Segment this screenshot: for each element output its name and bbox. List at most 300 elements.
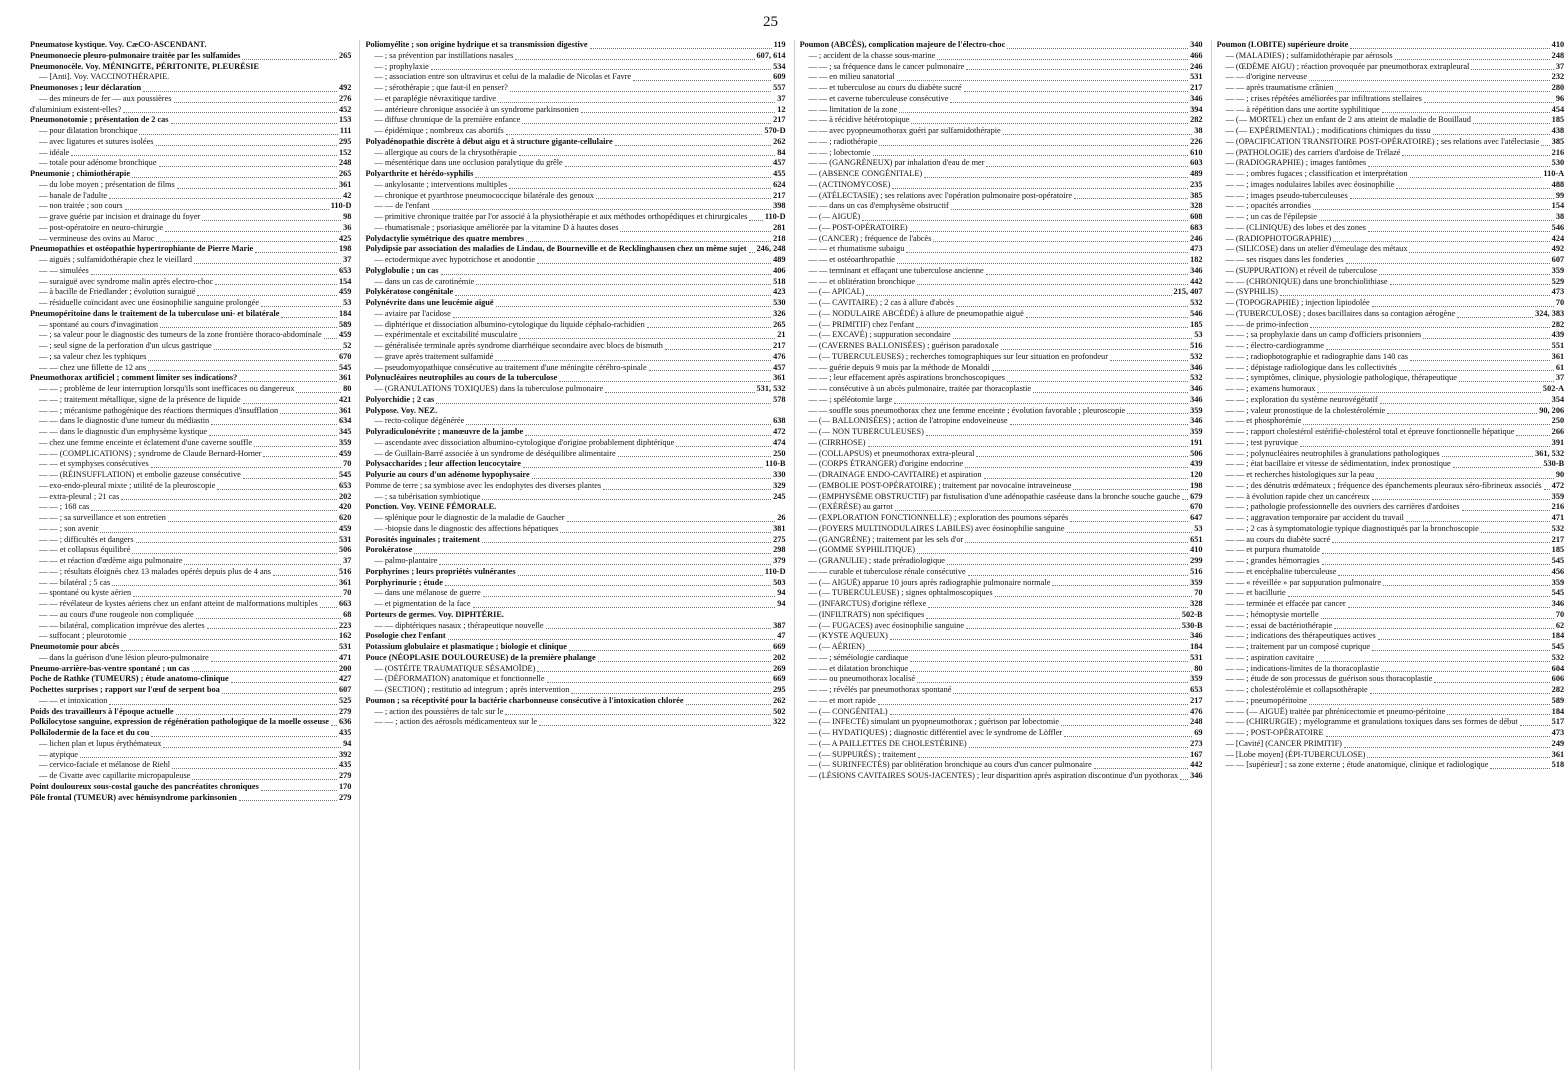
entry-page-ref: 609	[773, 72, 786, 82]
dot-leader	[1544, 489, 1550, 490]
index-entry	[30, 427, 351, 438]
entry-text: — — ; exploration du système neurovégétatif	[1225, 394, 1378, 404]
entry-text: — aiguës ; sulfamidothérapie chez le vieillard	[39, 255, 192, 264]
dot-leader	[966, 69, 1188, 70]
index-entry	[30, 330, 351, 341]
dot-leader	[211, 661, 337, 662]
entry-page-ref: 474	[773, 437, 786, 447]
entry-page-ref: 53	[1194, 523, 1203, 533]
index-entry	[30, 459, 351, 470]
dot-leader	[917, 553, 1188, 554]
index-entry	[800, 234, 1203, 245]
index-entry	[1217, 234, 1565, 245]
entry-text: — (FOYERS MULTINODULAIRES LABILES) avec éosinophilie sanguine	[808, 523, 1065, 533]
entry-page-ref: 379	[773, 556, 786, 565]
dot-leader	[873, 155, 1189, 156]
entry-text: — lichen plan et lupus érythémateux	[39, 738, 162, 748]
dot-leader	[539, 725, 771, 726]
entry-text: — — (CHRONIQUE) dans une bronchiolithiase	[1225, 276, 1388, 286]
index-entry	[1217, 363, 1565, 374]
entry-page-ref: 534	[773, 61, 786, 71]
index-entry	[1217, 94, 1565, 105]
dot-leader	[547, 682, 772, 683]
entry-page-ref: 638	[773, 416, 786, 426]
index-entry	[1217, 728, 1565, 739]
index-entry	[1217, 556, 1565, 567]
dot-leader	[519, 338, 775, 339]
dot-leader	[596, 198, 771, 199]
index-entry	[800, 406, 1203, 417]
dot-leader	[523, 467, 763, 468]
entry-text: — antérieure chronique associée à un syndrome parkinsonien	[374, 104, 579, 114]
index-entry	[1217, 212, 1565, 223]
entry-page-ref: 273	[1190, 738, 1203, 748]
entry-text: — (— INFECTÉ) simulant un pyopneumothorax ; guérison par lobectomie	[808, 717, 1060, 727]
dot-leader	[100, 532, 337, 533]
index-entry	[365, 234, 785, 245]
dot-leader	[890, 714, 1188, 715]
entry-page-ref: 670	[1190, 502, 1203, 512]
dot-leader	[897, 263, 1188, 264]
dot-leader	[868, 446, 1189, 447]
dot-leader	[526, 241, 771, 242]
entry-page-ref: 502	[773, 706, 786, 716]
entry-text: — — ; hémoptysie mortelle	[1225, 609, 1319, 619]
index-entry	[800, 320, 1203, 331]
entry-text: — — simulées	[39, 265, 89, 275]
entry-text: — (ABSENCE CONGÉNITALE)	[808, 169, 923, 178]
dot-leader	[1001, 349, 1189, 350]
dot-leader	[121, 650, 337, 651]
index-entry	[1217, 72, 1565, 83]
entry-text: — (— MORTEL) chez un enfant de 2 ans atteint de maladie de Bouillaud	[1225, 115, 1471, 125]
dot-leader	[1453, 467, 1542, 468]
dot-leader	[509, 188, 771, 189]
index-entry	[30, 83, 351, 94]
dot-leader	[1333, 241, 1549, 242]
dot-leader	[1319, 220, 1554, 221]
entry-text: — [Lobe moyen] (ÉPI-TUBERCULOSE)	[1225, 749, 1366, 759]
dot-leader	[215, 284, 337, 285]
entry-text: — (EXPLORATION FONCTIONNELLE) ; exploration des poumons séparés	[808, 513, 1069, 522]
index-entry	[1217, 492, 1565, 503]
dot-leader	[207, 628, 337, 629]
index-entry	[30, 793, 351, 804]
index-entry	[1217, 481, 1565, 492]
entry-page-ref: 529	[1551, 276, 1565, 286]
entry-text: — — curable et tuberculose rénale consécutive	[808, 566, 966, 576]
index-entry	[30, 567, 351, 578]
entry-text: — — de l'enfant	[374, 201, 430, 211]
entry-text: Pneumonie ; chimiothérapie	[30, 169, 131, 178]
dot-leader	[1338, 575, 1550, 576]
index-entry	[1217, 83, 1565, 94]
dot-leader	[165, 231, 341, 232]
index-entry	[365, 287, 785, 298]
entry-page-ref: 170	[339, 781, 352, 791]
entry-page-ref: 346	[1190, 631, 1203, 641]
dot-leader	[1462, 510, 1550, 511]
index-entry	[30, 223, 351, 234]
index-entry	[365, 696, 785, 707]
entry-text: — — (COMPLICATIONS) ; syndrome de Claude Bernard-Horner	[39, 448, 262, 458]
dot-leader	[928, 607, 1188, 608]
index-entry	[365, 169, 785, 180]
entry-text: — — terminant et effaçant une tuberculose ancienne	[808, 265, 984, 275]
dot-leader	[926, 435, 1188, 436]
entry-page-ref: 202	[773, 652, 786, 662]
entry-text: — — ; révélés par pneumothorax spontané	[808, 685, 952, 694]
index-entry	[1217, 180, 1565, 191]
entry-text: Porosités inguinales ; traitement	[365, 534, 480, 544]
dot-leader	[590, 48, 772, 49]
entry-text: — splénique pour le diagnostic de la maladie de Gaucher	[374, 513, 565, 522]
dot-leader	[951, 209, 1188, 210]
entry-page-ref: 459	[339, 448, 352, 458]
index-entry	[800, 62, 1203, 73]
entry-page-ref: 531	[1190, 72, 1203, 82]
dot-leader	[995, 596, 1193, 597]
index-entry	[365, 201, 785, 212]
dot-leader	[633, 80, 771, 81]
index-entry	[30, 406, 351, 417]
entry-text: — ; sa tubérisation symbiotique	[374, 491, 481, 501]
entry-page-ref: 282	[1551, 319, 1565, 329]
index-entry	[365, 459, 785, 470]
entry-page-ref: 546	[1190, 308, 1203, 318]
entry-page-ref: 488	[1551, 179, 1565, 189]
entry-page-ref: 545	[339, 362, 352, 372]
entry-page-ref: 248	[1551, 50, 1565, 60]
entry-page-ref: 70	[1555, 298, 1565, 307]
entry-text: — (RADIOPHOTOGRAPHIE)	[1225, 233, 1332, 243]
entry-page-ref: 530	[773, 298, 786, 307]
index-entry	[365, 341, 785, 352]
entry-page-ref: 184	[339, 308, 352, 318]
dot-leader	[953, 693, 1188, 694]
dot-leader	[1395, 59, 1550, 60]
index-entry	[1217, 115, 1565, 126]
dot-leader	[1061, 725, 1188, 726]
entry-text: — (LÉSIONS CAVITAIRES SOUS-JACENTES) ; leur disparition après aspiration discontinue d'un pyothorax	[808, 771, 1179, 780]
entry-text: Poche de Rathke (TUMEURS) ; étude anatomo-clinique	[30, 674, 229, 684]
index-entry	[1217, 298, 1565, 309]
entry-text: — (ŒDÈME AIGU) ; réaction provoquée par pneumothorax extrapleural	[1225, 61, 1470, 71]
entry-page-ref: 200	[339, 663, 352, 673]
entry-page-ref: 246	[1190, 233, 1203, 243]
dot-leader	[749, 220, 762, 221]
entry-text: — — ; dépistage radiologique dans les collectivités	[1225, 362, 1397, 372]
index-entry	[800, 653, 1203, 664]
entry-text: Polysaccharides ; leur affection leucocytaire	[365, 459, 521, 469]
index-entry	[30, 40, 351, 51]
dot-leader	[151, 736, 337, 737]
entry-text: — — ; résultats éloignés chez 13 malades opérés depuis plus de 4 ans	[39, 566, 272, 576]
entry-page-ref: 111	[339, 126, 352, 135]
index-entry	[800, 72, 1203, 83]
entry-page-ref: 578	[773, 394, 786, 404]
index-entry	[800, 470, 1203, 481]
entry-page-ref: 607	[1551, 255, 1565, 264]
entry-page-ref: 36	[343, 222, 352, 232]
index-entry	[1217, 309, 1565, 320]
entry-page-ref: 410	[1551, 40, 1565, 49]
dot-leader	[1406, 521, 1550, 522]
entry-text: — généralisée terminale après syndrome diarrhéique secondaire avec blocs de bismuth	[374, 341, 663, 350]
entry-text: — — ; mécanisme pathogénique des réactions thermiques d'insufflation	[39, 405, 279, 415]
entry-text: — — ; sa fréquence dans le cancer pulmonaire	[808, 61, 965, 71]
index-entry	[800, 567, 1203, 578]
index-entry	[1217, 266, 1565, 277]
index-entry	[30, 320, 351, 331]
entry-text: — (TUBERCULOSE) ; doses bacillaires dans sa contagion aérogène	[1225, 308, 1456, 318]
index-entry	[30, 94, 351, 105]
dot-leader	[214, 349, 341, 350]
index-entry	[365, 244, 785, 255]
dot-leader	[1481, 532, 1550, 533]
entry-text: Posologie chez l'enfant	[365, 631, 446, 641]
entry-page-ref: 361	[339, 179, 352, 189]
entry-text: — (RADIOGRAPHIE) ; images fantômes	[1225, 158, 1367, 168]
entry-page-ref: 589	[1551, 695, 1565, 705]
entry-text: Polyradiculonévrite ; manœuvre de la jambe	[365, 427, 524, 436]
entry-text: — — ; crises répétées améliorées par infiltrations stellaires	[1225, 93, 1422, 103]
dot-leader	[109, 198, 341, 199]
index-entry	[365, 223, 785, 234]
index-entry	[365, 51, 785, 62]
entry-text: Porteurs de germes. Voy. DIPHTÉRIE.	[365, 609, 504, 619]
entry-page-ref: 329	[773, 480, 786, 490]
dot-leader	[445, 585, 771, 586]
entry-text: — ascendante avec dissociation albumino-cytologique d'origine probablement diphtérique	[374, 437, 675, 447]
entry-page-ref: 546	[1551, 222, 1565, 232]
entry-page-ref: 506	[339, 545, 352, 555]
entry-page-ref: 663	[339, 599, 352, 608]
dot-leader	[1052, 585, 1188, 586]
entry-text: — (— APICAL)	[808, 287, 865, 297]
dot-leader	[567, 521, 776, 522]
index-entry	[30, 180, 351, 191]
index-entry	[30, 169, 351, 180]
entry-text: — — ; séméiologie cardiaque	[808, 652, 909, 662]
dot-leader	[515, 59, 754, 60]
entry-text: — de Civatte avec capillarite micropapuleuse	[39, 771, 191, 780]
dot-leader	[80, 757, 337, 758]
entry-text: — (— NON TUBERCULEUSES)	[808, 427, 924, 436]
index-entry	[1217, 330, 1565, 341]
index-entry	[30, 438, 351, 449]
entry-page-ref: 423	[773, 287, 786, 297]
dot-leader	[917, 682, 1188, 683]
index-entry	[1217, 760, 1565, 771]
entry-page-ref: 516	[339, 566, 352, 576]
entry-text: Polynucléaires neutrophiles au cours de la tuberculose	[365, 373, 558, 383]
entry-text: — — ; rapport cholestérol estérifié-cholestérol total et épreuve fonctionnelle hépatique	[1225, 427, 1515, 436]
index-entry	[1217, 535, 1565, 546]
dot-leader	[649, 370, 771, 371]
dot-leader	[926, 618, 1180, 619]
index-entry	[800, 298, 1203, 309]
entry-text: — — ; essai de bactériothérapie	[1225, 620, 1333, 630]
index-entry	[365, 502, 785, 513]
dot-leader	[894, 403, 1188, 404]
index-entry	[30, 513, 351, 524]
entry-page-ref: 246	[1190, 61, 1203, 71]
dot-leader	[239, 381, 337, 382]
entry-text: — — ; indications-limites de la thoracoplastie	[1225, 663, 1380, 673]
entry-page-ref: 545	[1551, 642, 1565, 651]
dot-leader	[151, 467, 341, 468]
entry-text: — — et phosphorémie	[1225, 416, 1302, 426]
entry-page-ref: 248	[1190, 717, 1203, 727]
dot-leader	[565, 166, 771, 167]
index-entry	[30, 599, 351, 610]
dot-leader	[139, 134, 338, 135]
dot-leader	[176, 714, 337, 715]
entry-page-ref: 120	[1190, 470, 1203, 479]
dot-leader	[261, 790, 337, 791]
dot-leader	[1310, 327, 1549, 328]
entry-text: — (SILICOSE) dans un atelier d'émeulage des métaux	[1225, 244, 1408, 254]
index-entry	[30, 524, 351, 535]
entry-page-ref: 456	[1551, 566, 1565, 576]
dot-leader	[324, 338, 337, 339]
entry-text: Polyurie au cours d'un adénome hypophysaire	[365, 470, 530, 479]
entry-page-ref: 359	[1190, 427, 1203, 436]
entry-page-ref: 531	[339, 642, 352, 651]
index-entry	[800, 191, 1203, 202]
dot-leader	[1064, 736, 1192, 737]
entry-page-ref: 346	[1190, 362, 1203, 372]
index-entry	[365, 320, 785, 331]
index-entry	[365, 492, 785, 503]
entry-page-ref: 381	[773, 523, 786, 533]
dot-leader	[519, 155, 776, 156]
entry-text: — diffuse chronique de la première enfance	[374, 115, 521, 125]
entry-text: — (— FUGACES) avec éosinophilie sanguine	[808, 620, 965, 630]
entry-page-ref: 608	[1190, 212, 1203, 221]
entry-page-ref: 167	[1190, 749, 1203, 759]
entry-text: — (— CAVITAIRE) ; 2 cas à allure d'abcès	[808, 298, 954, 307]
entry-text: — cervico-faciale et mélanose de Riehl	[39, 760, 171, 770]
entry-text: — [Cavité] (CANCER PRIMITIF)	[1225, 738, 1342, 748]
entry-page-ref: 531	[339, 534, 352, 544]
entry-text: — — et encéphalite tuberculeuse	[1225, 566, 1337, 576]
entry-page-ref: 634	[339, 416, 352, 426]
entry-page-ref: 492	[1551, 244, 1565, 254]
entry-page-ref: 295	[773, 685, 786, 694]
index-entry	[800, 578, 1203, 589]
dot-leader	[1094, 768, 1188, 769]
entry-page-ref: 472	[1551, 480, 1565, 490]
dot-leader	[1381, 671, 1550, 672]
index-entry	[1217, 244, 1565, 255]
entry-page-ref: 545	[1551, 588, 1565, 598]
entry-text: — ankylosante ; interventions multiples	[374, 179, 508, 189]
dot-leader	[910, 661, 1188, 662]
entry-page-ref: 154	[339, 276, 352, 286]
entry-text: Polkilocytose sanguine, expression de régénération pathologique de la moelle osseuse	[30, 717, 329, 727]
entry-page-ref: 653	[339, 265, 352, 275]
entry-page-ref: 503	[773, 577, 786, 587]
dot-leader	[924, 177, 1188, 178]
dot-leader	[132, 553, 337, 554]
entry-text: — — ou pneumothorax localisé	[808, 674, 916, 684]
dot-leader	[522, 123, 771, 124]
entry-page-ref: 545	[339, 470, 352, 479]
index-entry	[1217, 707, 1565, 718]
entry-page-ref: 21	[777, 330, 786, 340]
index-entry	[1217, 449, 1565, 460]
entry-page-ref: 473	[1551, 287, 1565, 297]
dot-leader	[1303, 424, 1549, 425]
index-entry	[365, 255, 785, 266]
entry-text: — épidémique ; nombreux cas abortifs	[374, 126, 504, 135]
dot-leader	[918, 757, 1188, 758]
index-entry	[365, 707, 785, 718]
index-entry	[800, 545, 1203, 556]
index-entry	[800, 492, 1203, 503]
entry-text: — — ; traitement métallique, signe de la présence de liquide	[39, 394, 241, 404]
dot-leader	[1033, 392, 1188, 393]
entry-page-ref: 345	[339, 427, 352, 436]
dot-leader	[243, 403, 337, 404]
dot-leader	[897, 80, 1188, 81]
entry-text: — — ; traitement par un composé cuprique	[1225, 642, 1371, 651]
entry-text: d'aluminium existent-elles?	[30, 104, 122, 114]
entry-text: — — ; sa prophylaxie dans un camp d'officiers prisonniers	[1225, 330, 1422, 340]
dot-leader	[1490, 768, 1549, 769]
entry-page-ref: 266	[1551, 427, 1565, 436]
index-entry	[365, 674, 785, 685]
entry-text: Porphyrines ; leurs propriétés vulnérantes	[365, 566, 516, 576]
dot-leader	[1003, 134, 1193, 135]
dot-leader	[986, 274, 1188, 275]
dot-leader	[1026, 317, 1188, 318]
dot-leader	[1309, 80, 1550, 81]
entry-page-ref: 12	[777, 104, 786, 114]
index-entry	[30, 760, 351, 771]
index-entry	[800, 750, 1203, 761]
entry-page-ref: 394	[1190, 104, 1203, 114]
entry-page-ref: 38	[1194, 126, 1203, 135]
index-entry	[1217, 621, 1565, 632]
dot-leader	[1434, 682, 1549, 683]
entry-text: Pneumo-arrière-bas-ventre spontané ; un cas	[30, 663, 190, 673]
dot-leader	[510, 91, 771, 92]
dot-leader	[1376, 478, 1554, 479]
index-entry	[365, 180, 785, 191]
entry-text: — (— SUPPURÉS) ; traitement	[808, 749, 916, 759]
entry-page-ref: 346	[1190, 93, 1203, 103]
entry-text: — — à évolution rapide chez un cancéreux	[1225, 491, 1370, 501]
page-number: 25	[763, 14, 778, 30]
entry-page-ref: 215, 407	[1173, 287, 1203, 297]
entry-text: — (— AIGUË)	[808, 212, 861, 221]
entry-text: — — ; un cas de l'épilepsie	[1225, 212, 1317, 221]
index-entry	[30, 771, 351, 782]
dot-leader	[177, 188, 337, 189]
index-entry	[365, 470, 785, 481]
dot-leader	[263, 456, 337, 457]
entry-text: — (EXÉRÈSE) au garrot	[808, 502, 893, 512]
index-entry	[800, 771, 1203, 782]
entry-page-ref: 359	[1190, 674, 1203, 684]
entry-page-ref: 551	[1551, 341, 1565, 350]
entry-page-ref: 354	[1551, 394, 1565, 404]
dot-leader	[1010, 424, 1189, 425]
entry-text: — primitive chronique traitée par l'or associé à la physiothérapie et aux méthodes orthopédiques et chirurgicales	[374, 212, 748, 221]
